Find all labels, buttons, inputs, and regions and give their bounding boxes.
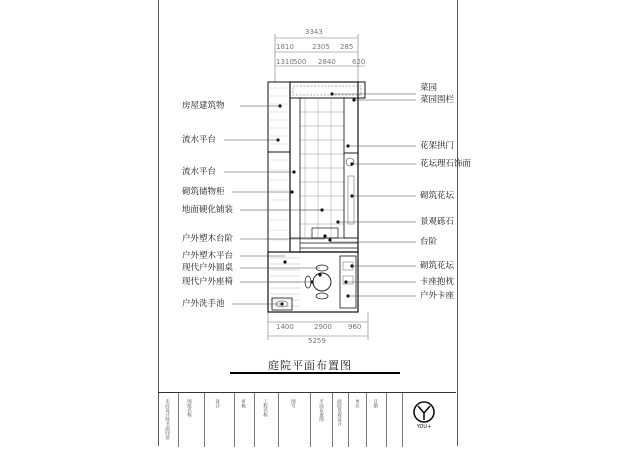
label-flower-bed-2: 砌筑花坛 bbox=[420, 261, 455, 271]
label-round-table: 现代户外圆桌 bbox=[182, 263, 234, 273]
label-gravel: 景观砾石 bbox=[420, 217, 455, 227]
tb-drawing-name: 平面布置图 bbox=[318, 399, 324, 422]
chair-bottom bbox=[316, 293, 328, 299]
tb-note: 未经设计师书面同意 bbox=[164, 399, 170, 440]
label-pillow: 卡座抱枕 bbox=[420, 277, 455, 287]
label-flower-bed-1: 砌筑花坛 bbox=[420, 191, 455, 201]
paving-grid bbox=[300, 98, 344, 238]
garden-fence bbox=[293, 86, 361, 95]
booth-pillow-2 bbox=[343, 276, 353, 284]
tb-drawing-name-label: 图纸名称 bbox=[186, 399, 192, 417]
company-logo bbox=[404, 400, 444, 430]
tb-cell bbox=[386, 393, 403, 447]
dim-bottom-3: 960 bbox=[348, 323, 362, 331]
dim-bottom-2: 2900 bbox=[314, 323, 332, 331]
dim-top-3: 285 bbox=[340, 43, 354, 51]
vegetable-garden bbox=[290, 82, 365, 98]
house-hatch bbox=[270, 88, 288, 144]
tb-drawing-no: 图号 bbox=[290, 399, 296, 408]
tb-design: 设计 bbox=[214, 399, 220, 408]
dim-bottom-total: 5259 bbox=[308, 337, 326, 345]
label-chairs: 现代户外座椅 bbox=[182, 277, 234, 287]
marble-facing bbox=[348, 176, 354, 224]
label-vegetable-garden: 菜园 bbox=[420, 83, 438, 93]
dim-top-7: 620 bbox=[352, 58, 366, 66]
label-wood-deck: 户外塑木平台 bbox=[182, 251, 234, 261]
drawing-title: 庭院平面布置图 bbox=[268, 359, 352, 372]
label-paving: 地面硬化铺装 bbox=[182, 205, 234, 215]
flower-bed-left bbox=[290, 98, 300, 238]
leaders-left bbox=[224, 106, 325, 304]
flower-bed-right-top bbox=[344, 98, 358, 153]
tb-project-label: 工程名称 bbox=[262, 399, 268, 417]
label-marble-facing: 花坛理石饰面 bbox=[420, 159, 472, 169]
label-arch: 花架拱门 bbox=[420, 141, 455, 151]
dim-top-5: 500 bbox=[293, 58, 307, 66]
dim-total-top: 3343 bbox=[305, 28, 323, 36]
tb-review: 审核 bbox=[240, 399, 246, 408]
label-wood-steps: 户外塑木台阶 bbox=[182, 234, 234, 244]
label-steps: 台阶 bbox=[420, 237, 438, 247]
tb-date: 日期 bbox=[372, 399, 378, 408]
storage-cabinet bbox=[268, 152, 290, 252]
dim-top-1: 1810 bbox=[276, 43, 294, 51]
round-table bbox=[313, 273, 331, 291]
title-underline bbox=[230, 372, 400, 374]
label-storage-cabinet: 砌筑储物柜 bbox=[182, 187, 225, 197]
dim-top-4: 1310 bbox=[276, 58, 294, 66]
dim-top-6: 2840 bbox=[318, 58, 336, 66]
label-house: 房屋建筑物 bbox=[182, 101, 225, 111]
tb-project: 庭院景观设计 bbox=[336, 399, 342, 426]
label-garden-fence: 菜园围栏 bbox=[420, 95, 455, 105]
label-water-platform-1: 流水平台 bbox=[182, 135, 217, 145]
label-water-platform-2: 流水平台 bbox=[182, 167, 217, 177]
label-booth: 户外卡座 bbox=[420, 291, 455, 301]
tb-unit: 单位 bbox=[354, 399, 360, 408]
dim-top-2: 2305 bbox=[312, 43, 330, 51]
label-sink: 户外洗手池 bbox=[182, 299, 225, 309]
logo-text: YOU+ bbox=[416, 424, 432, 430]
house-building bbox=[268, 82, 290, 152]
dim-bottom-1: 1400 bbox=[276, 323, 294, 331]
